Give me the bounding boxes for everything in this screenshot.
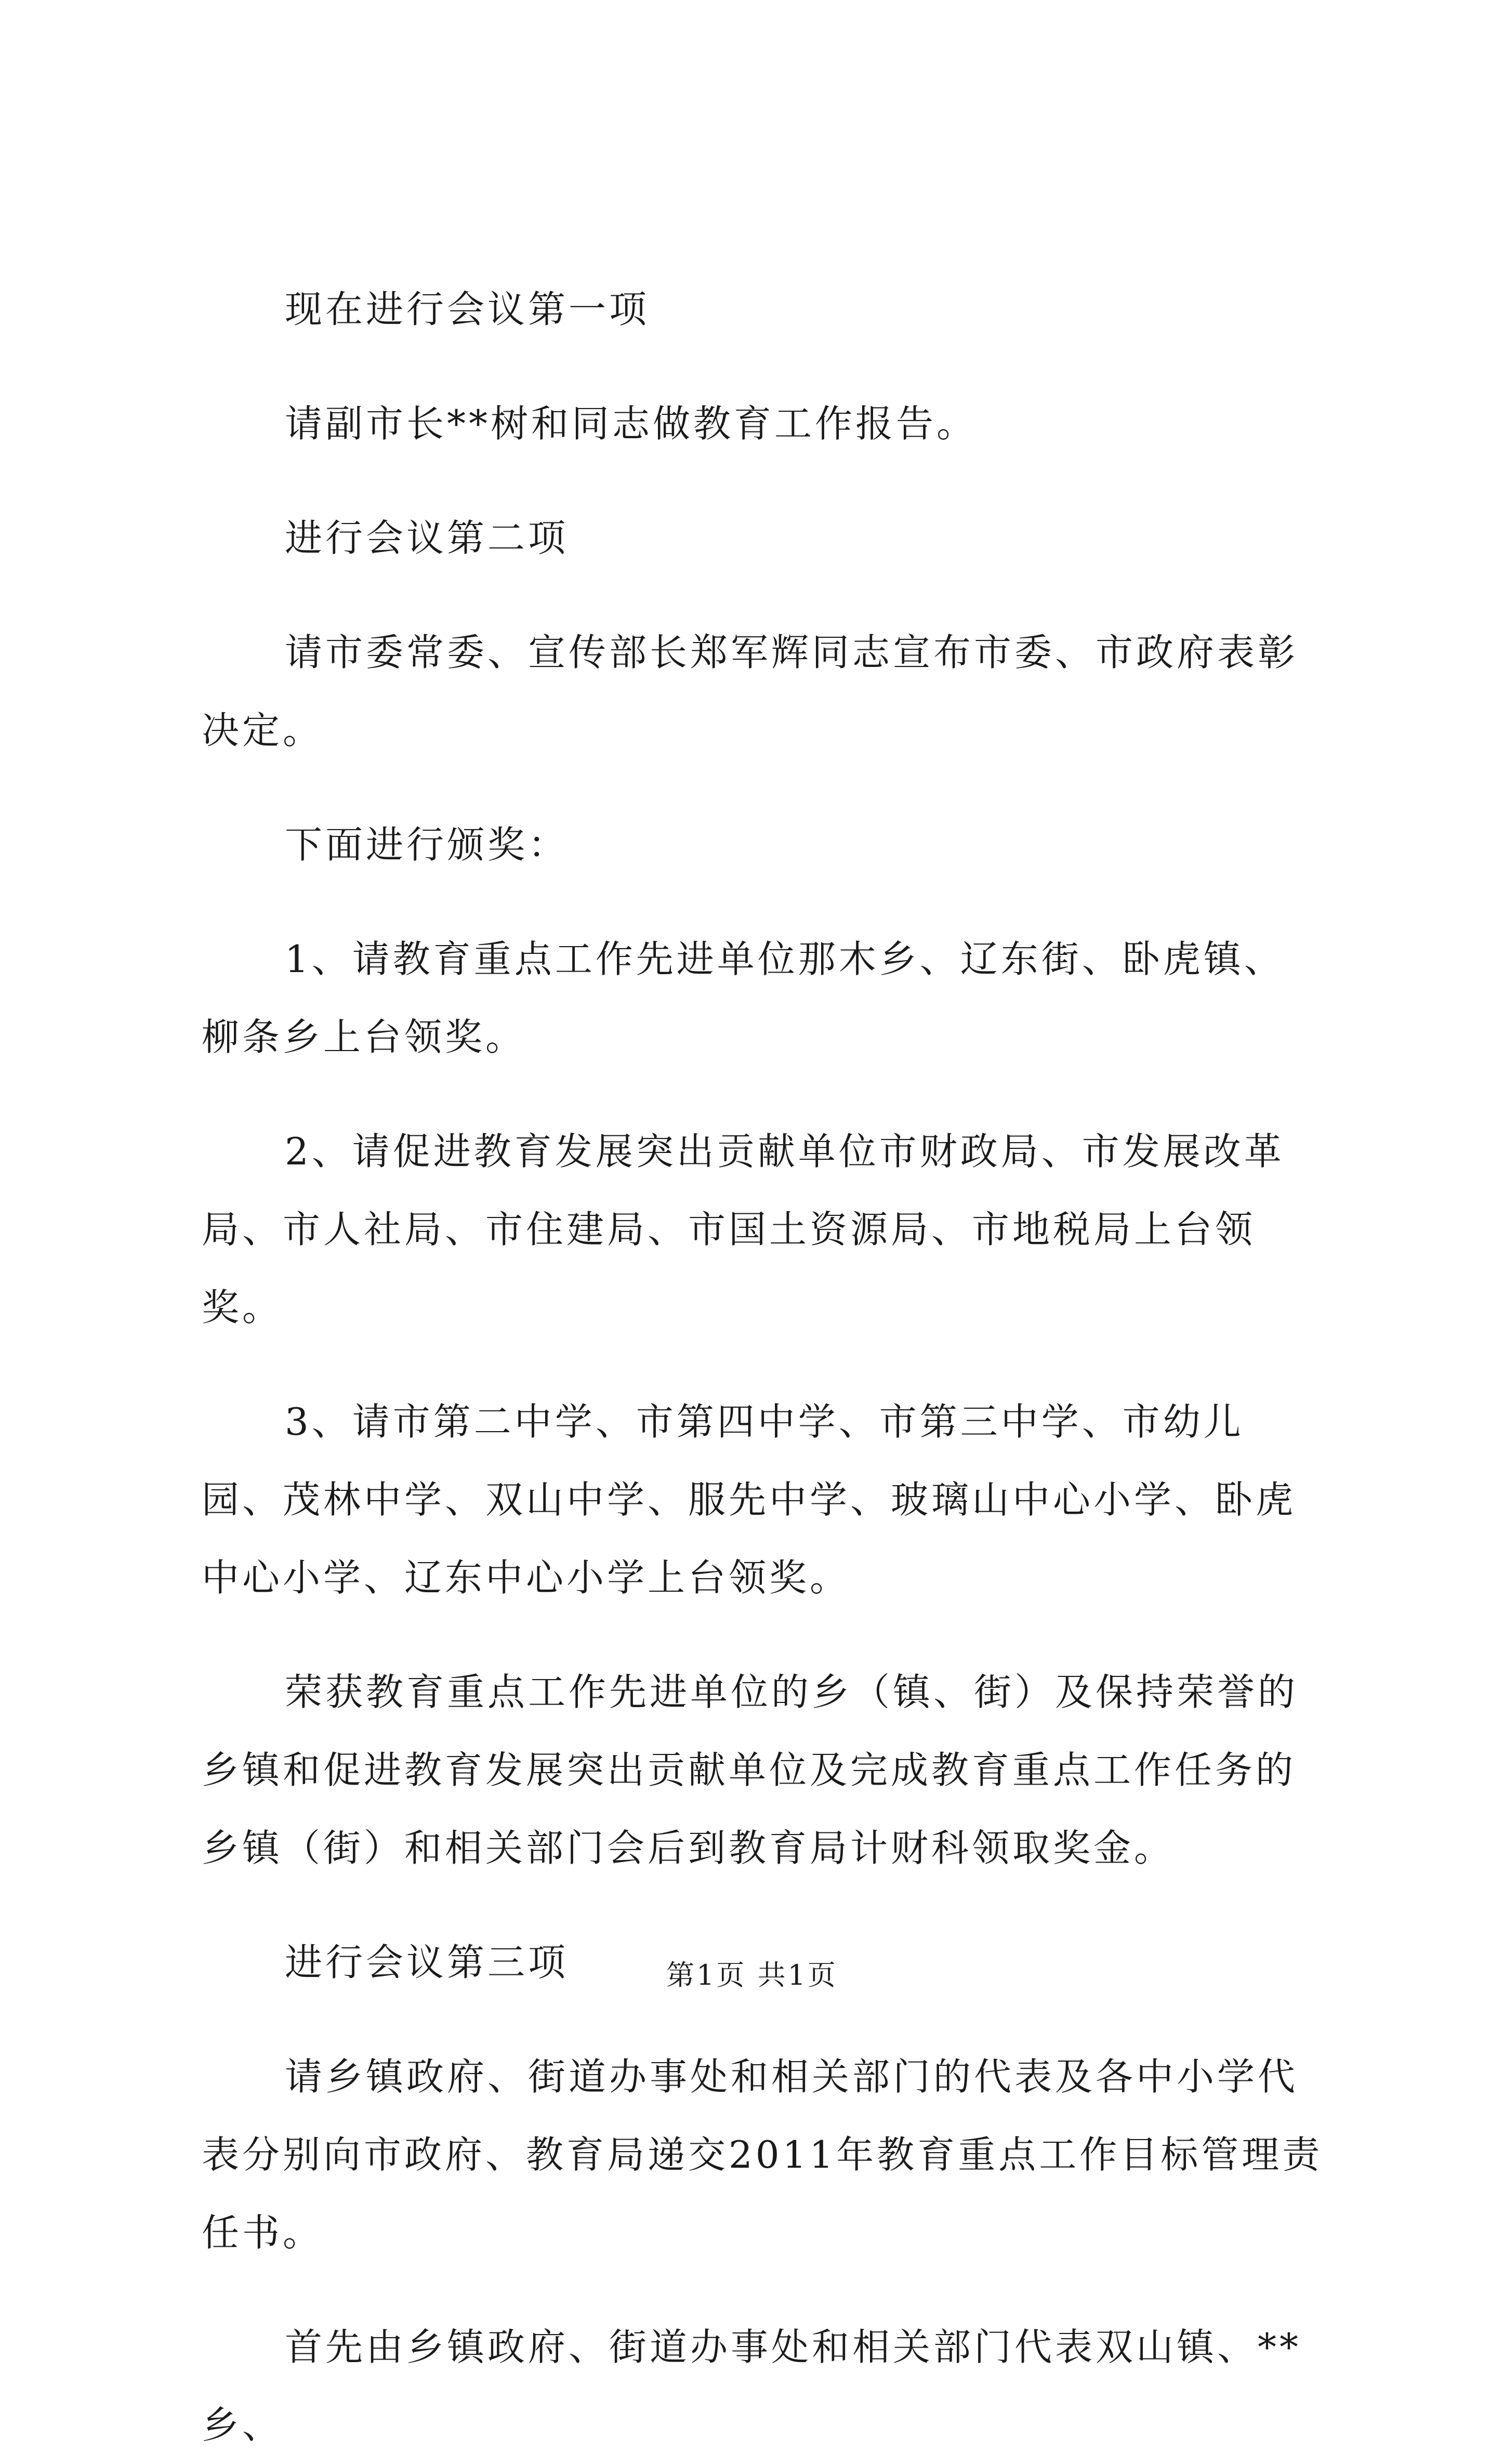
paragraph-9: 荣获教育重点工作先进单位的乡（镇、街）及保持荣誉的乡镇和促进教育发展突出贡献单位及完成教育重点工作任务的乡镇（街）和相关部门会后到教育局计财科领取奖金。 [202, 1670, 1299, 1870]
page-footer: 第1页 共1页 [666, 1959, 838, 1991]
paragraph-8: 3、请市第二中学、市第四中学、市第三中学、市幼儿园、茂林中学、双山中学、服先中学、玻璃山中心小学、卧虎中心小学、辽东中心小学上台领奖。 [202, 1400, 1297, 1600]
document-body [202, 270, 1324, 2464]
paragraph-10: 进行会议第三项 [285, 1941, 569, 1984]
paragraph-11: 请乡镇政府、街道办事处和相关部门的代表及各中小学代表分别向市政府、教育局递交2011年教育重点工作目标管理责任书。 [202, 2055, 1323, 2255]
paragraph-1: 现在进行会议第一项 [285, 287, 650, 331]
paragraph-3: 进行会议第二项 [285, 516, 569, 560]
paragraph-6: 1、请教育重点工作先进单位那木乡、辽东街、卧虎镇、柳条乡上台领奖。 [202, 937, 1285, 1059]
paragraph-5: 下面进行颁奖： [285, 823, 569, 867]
paragraph-12: 首先由乡镇政府、街道办事处和相关部门代表双山镇、**乡、 [202, 2325, 1302, 2447]
paragraph-7: 2、请促进教育发展突出贡献单位市财政局、市发展改革局、市人社局、市住建局、市国土资源局、市地税局上台领奖。 [202, 1130, 1285, 1329]
paragraph-2: 请副市长**树和同志做教育工作报告。 [285, 402, 978, 445]
paragraph-4: 请市委常委、宣传部长郑军辉同志宣布市委、市政府表彰决定。 [202, 631, 1299, 752]
